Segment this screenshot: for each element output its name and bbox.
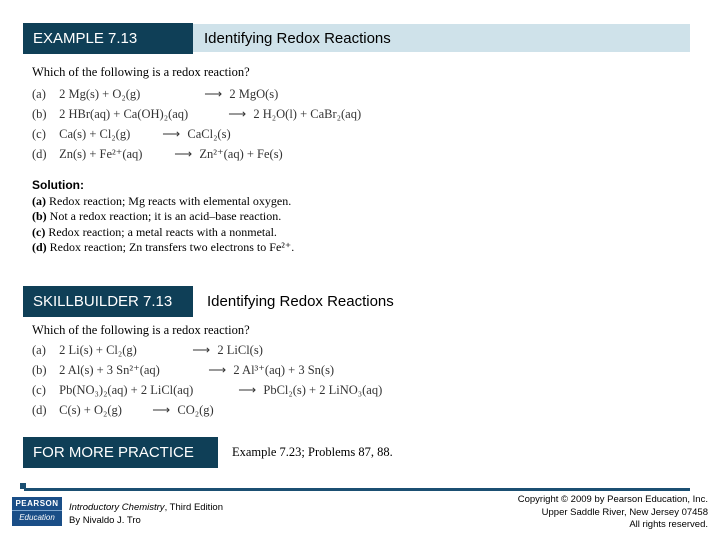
footer-divider-end <box>20 483 26 489</box>
reaction-arrow: ⟶ <box>152 403 171 417</box>
reaction-row <box>32 380 382 400</box>
pearson-logo <box>12 497 62 526</box>
reaction-rhs: 2 H₂O(l) + CaBr₂(aq) <box>253 107 362 121</box>
solution-text: Redox reaction; Zn transfers two electrons to Fe²⁺. <box>46 240 295 254</box>
reaction-row <box>32 400 382 420</box>
reaction-lhs: 2 HBr(aq) + Ca(OH)₂(aq) <box>59 107 189 121</box>
reaction-row <box>32 84 361 104</box>
reaction-label: (d) <box>32 403 47 417</box>
reaction-lhs: Pb(NO₃)₂(aq) + 2 LiCl(aq) <box>59 383 194 397</box>
solution-item <box>32 240 294 256</box>
reaction-row <box>32 104 361 124</box>
copyright-line: Upper Saddle River, New Jersey 07458 <box>541 506 708 518</box>
pearson-logo-bottom: Education <box>19 513 55 522</box>
skillbuilder-question: Which of the following is a redox reaction? <box>32 323 250 337</box>
copyright-line: All rights reserved. <box>629 519 708 530</box>
reaction-label: (a) <box>32 343 46 357</box>
skillbuilder-title: Identifying Redox Reactions <box>207 293 394 310</box>
pearson-logo-top: PEARSON <box>12 497 62 511</box>
reaction-arrow: ⟶ <box>238 383 257 397</box>
reaction-arrow: ⟶ <box>162 127 181 141</box>
copyright-line: Copyright © 2009 by Pearson Education, Inc. <box>517 494 708 505</box>
solution-item <box>32 225 294 241</box>
reaction-row <box>32 360 382 380</box>
copyright-block <box>518 494 708 532</box>
reaction-label: (b) <box>32 107 47 121</box>
example-title-bar <box>188 24 690 52</box>
skillbuilder-badge-label: SKILLBUILDER 7.13 <box>33 293 173 310</box>
reaction-arrow: ⟶ <box>174 147 193 161</box>
reaction-label: (d) <box>32 147 47 161</box>
reaction-arrow: ⟶ <box>192 343 211 357</box>
reaction-row <box>32 124 361 144</box>
practice-badge-label: FOR MORE PRACTICE <box>33 444 194 461</box>
example-reaction-list <box>32 84 361 164</box>
reaction-lhs: Zn(s) + Fe²⁺(aq) <box>59 147 143 161</box>
example-badge-label: EXAMPLE 7.13 <box>33 30 138 47</box>
solution-text: Redox reaction; Mg reacts with elemental oxygen. <box>46 193 292 208</box>
book-credit <box>69 502 223 527</box>
reaction-label: (b) <box>32 363 47 377</box>
footer-divider <box>24 488 690 491</box>
reaction-lhs: 2 Mg(s) + O₂(g) <box>59 87 141 101</box>
reaction-row <box>32 340 382 360</box>
solution-block <box>32 178 294 256</box>
book-title-line <box>69 502 223 515</box>
solution-label: (b) <box>32 209 47 223</box>
reaction-rhs: PbCl₂(s) + 2 LiNO₃(aq) <box>263 383 383 397</box>
practice-text: Example 7.23; Problems 87, 88. <box>232 445 393 459</box>
reaction-lhs: 2 Al(s) + 3 Sn²⁺(aq) <box>59 363 160 377</box>
example-question: Which of the following is a redox reaction? <box>32 65 250 79</box>
reaction-row <box>32 144 361 164</box>
reaction-lhs: C(s) + O₂(g) <box>59 403 122 417</box>
example-badge <box>23 23 193 54</box>
reaction-lhs: 2 Li(s) + Cl₂(g) <box>59 343 137 357</box>
reaction-rhs: Zn²⁺(aq) + Fe(s) <box>199 147 283 161</box>
skillbuilder-badge <box>23 286 193 317</box>
skillbuilder-reaction-list <box>32 340 382 420</box>
practice-badge <box>23 437 218 468</box>
reaction-label: (c) <box>32 127 46 141</box>
solution-label: (c) <box>32 224 46 239</box>
solution-item <box>32 194 294 210</box>
reaction-rhs: 2 Al³⁺(aq) + 3 Sn(s) <box>233 363 335 377</box>
reaction-label: (a) <box>32 87 46 101</box>
reaction-label: (c) <box>32 383 46 397</box>
book-title: Introductory Chemistry <box>69 502 165 513</box>
reaction-rhs: CO₂(g) <box>177 403 214 417</box>
reaction-arrow: ⟶ <box>204 87 223 101</box>
reaction-rhs: CaCl₂(s) <box>187 127 231 141</box>
reaction-arrow: ⟶ <box>228 107 247 121</box>
reaction-arrow: ⟶ <box>208 363 227 377</box>
reaction-rhs: 2 LiCl(s) <box>217 343 263 357</box>
example-title: Identifying Redox Reactions <box>204 29 391 47</box>
book-edition: , Third Edition <box>164 502 224 513</box>
solution-text: Not a redox reaction; it is an acid–base reaction. <box>46 209 282 223</box>
solution-text: Redox reaction; a metal reacts with a nonmetal. <box>45 224 277 239</box>
solution-label: (a) <box>32 193 46 208</box>
book-author: By Nivaldo J. Tro <box>69 514 141 526</box>
reaction-rhs: 2 MgO(s) <box>229 87 279 101</box>
solution-label: (d) <box>32 240 47 254</box>
solution-heading: Solution: <box>32 178 84 192</box>
solution-item <box>32 209 294 225</box>
reaction-lhs: Ca(s) + Cl₂(g) <box>59 127 131 141</box>
